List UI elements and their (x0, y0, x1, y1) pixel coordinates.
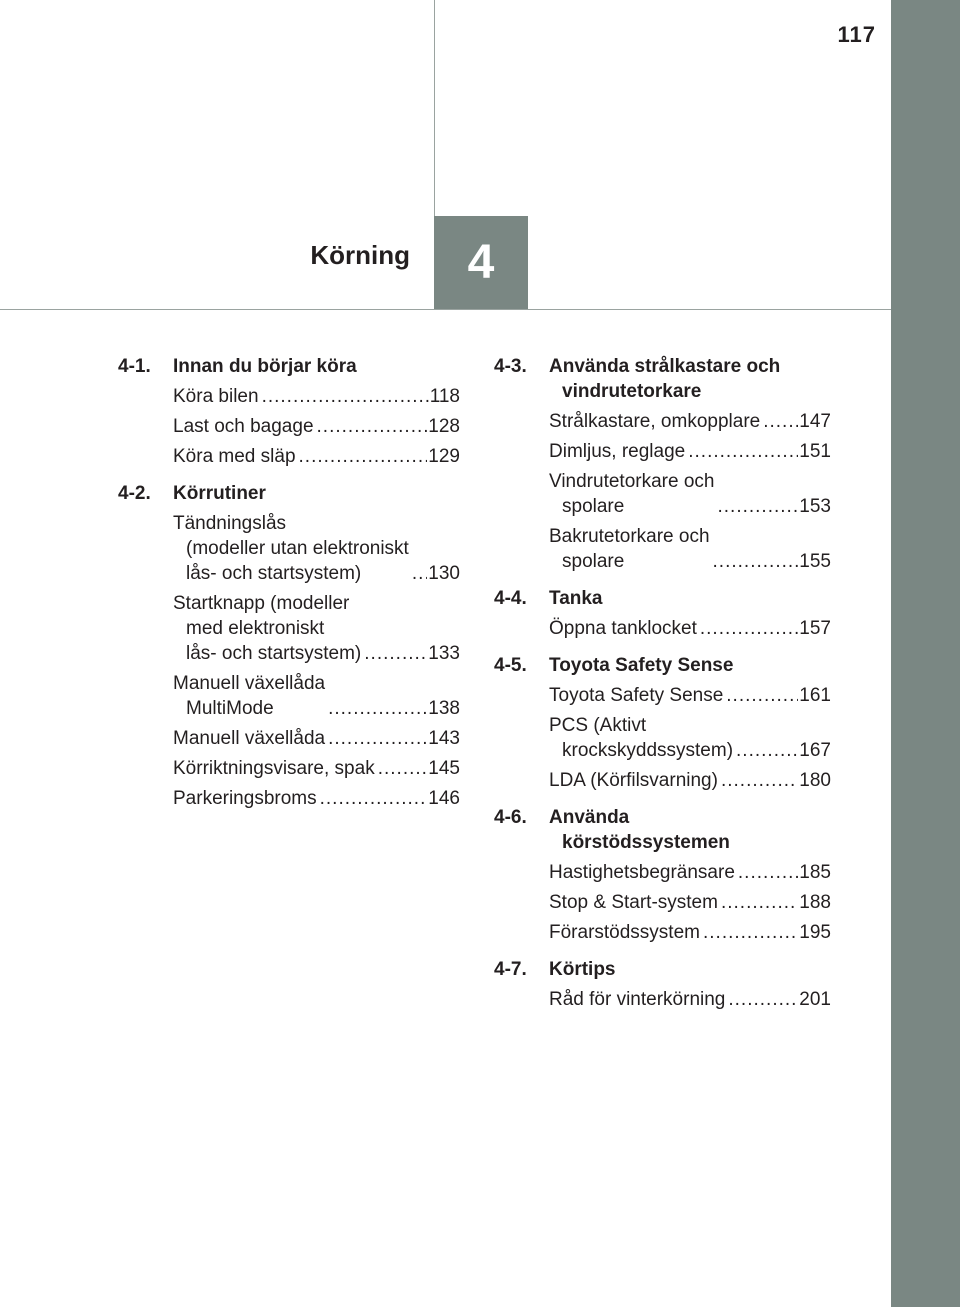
toc-entry[interactable] (549, 713, 831, 763)
toc-leader-dots (713, 549, 799, 574)
toc-leader-dots (262, 384, 429, 409)
toc-entry-title-line: Bakrutetorkare och (549, 526, 710, 547)
page-number: 117 (837, 22, 876, 47)
toc-entry-title (173, 511, 409, 586)
toc-entry-page: 201 (799, 989, 831, 1010)
toc-entry-title (549, 524, 710, 574)
toc-entry[interactable] (549, 768, 831, 793)
header-vertical-rule (434, 0, 435, 216)
toc-right-column (494, 354, 831, 1017)
toc-left-column (118, 354, 460, 816)
toc-entry-title (549, 920, 700, 945)
toc-entry-title (549, 713, 733, 763)
section-number: 4-1. (118, 356, 151, 377)
toc-entry-title (549, 616, 697, 641)
toc-entry-page: 151 (799, 441, 831, 462)
toc-entry[interactable] (549, 439, 831, 464)
toc-entry-title-line: PCS (Aktivt (549, 715, 647, 736)
section-title (549, 354, 831, 404)
toc-leader-dots (328, 696, 427, 721)
toc-entry-title (173, 671, 325, 721)
toc-entry-title-line: Strålkastare, omkopplare (549, 411, 761, 432)
toc-entry-title-line: Manuell växellåda (173, 728, 326, 749)
toc-entry[interactable] (173, 671, 460, 721)
toc-entry-title (549, 860, 735, 885)
section-title (173, 354, 460, 379)
chapter-title: Körning (310, 240, 410, 270)
toc-entry-title-line: Förarstödssystem (549, 922, 700, 943)
toc-entry-page: 195 (799, 922, 831, 943)
toc-entry-title-line: Köra bilen (173, 386, 259, 407)
toc-entry-title (173, 756, 375, 781)
section-title-line: Körtips (549, 959, 616, 980)
toc-section-heading[interactable] (494, 653, 831, 678)
toc-entry-title-line: Manuell växellåda (173, 673, 326, 694)
section-title-line: Använda strålkastare och (549, 356, 781, 377)
toc-entry-page: 185 (799, 862, 831, 883)
toc-section-heading[interactable] (494, 957, 831, 982)
section-title (549, 805, 831, 855)
toc-entry-page: 161 (799, 685, 831, 706)
toc-section-heading[interactable] (494, 805, 831, 855)
toc-entry-page: 153 (799, 496, 831, 517)
toc-entry-title-line: Toyota Safety Sense (549, 685, 724, 706)
toc-leader-dots (717, 494, 798, 519)
toc-entry-page: 188 (799, 892, 831, 913)
toc-entry-page: 167 (799, 740, 831, 761)
toc-leader-dots (726, 683, 798, 708)
toc-entry-title-line: Köra med släp (173, 446, 296, 467)
toc-entry[interactable] (173, 756, 460, 781)
toc-leader-dots (728, 987, 798, 1012)
toc-entry-page: 143 (428, 728, 460, 749)
toc-entry-title-line: krockskyddssystem) (562, 740, 734, 761)
section-spacer (494, 950, 831, 957)
section-title-line: Tanka (549, 588, 603, 609)
toc-entry-title-line: spolare (562, 551, 625, 572)
toc-leader-dots (688, 439, 798, 464)
toc-entry[interactable] (549, 469, 831, 519)
toc-entry-title (173, 384, 259, 409)
toc-leader-dots (299, 444, 428, 469)
toc-entry-page: 145 (428, 758, 460, 779)
chapter-number-box: 4 (434, 216, 528, 309)
toc-entry-title (549, 987, 725, 1012)
toc-entry[interactable] (173, 414, 460, 439)
toc-entry-title (173, 414, 314, 439)
toc-section-heading[interactable] (494, 354, 831, 404)
toc-leader-dots (721, 768, 798, 793)
toc-entry-title-line: Råd för vinterkörning (549, 989, 726, 1010)
toc-entry-title (549, 890, 718, 915)
toc-leader-dots (738, 860, 798, 885)
toc-leader-dots (320, 786, 428, 811)
toc-entry-title (549, 683, 723, 708)
toc-entry[interactable] (549, 890, 831, 915)
toc-section-heading[interactable] (118, 354, 460, 379)
toc-leader-dots (721, 890, 798, 915)
toc-leader-dots (763, 409, 798, 434)
toc-entry[interactable] (549, 860, 831, 885)
section-number: 4-5. (494, 655, 527, 676)
toc-entry-title-line: Körriktningsvisare, spak (173, 758, 375, 779)
section-number: 4-7. (494, 959, 527, 980)
toc-entry-title-line: Stop & Start-system (549, 892, 718, 913)
toc-leader-dots (317, 414, 428, 439)
toc-leader-dots (736, 738, 798, 763)
section-title-line: körstödssystemen (562, 832, 730, 853)
toc-entry-title (549, 768, 718, 793)
toc-entry-title-line: Hastighetsbegränsare (549, 862, 735, 883)
section-spacer (494, 798, 831, 805)
toc-section-heading[interactable] (494, 586, 831, 611)
toc-entry[interactable] (173, 726, 460, 751)
toc-entry-title-line: Öppna tanklocket (549, 618, 697, 639)
toc-entry-page: 118 (429, 386, 460, 407)
toc-entry-page: 180 (799, 770, 831, 791)
toc-entry-title-line: lås- och startsystem) (186, 643, 362, 664)
chapter-side-tab (891, 0, 960, 1307)
toc-entry[interactable] (549, 524, 831, 574)
section-spacer (494, 579, 831, 586)
toc-entry-title (549, 439, 685, 464)
toc-entry-title (173, 444, 296, 469)
toc-entry-page: 147 (799, 411, 831, 432)
section-title-line: Innan du börjar köra (173, 356, 357, 377)
section-title (173, 481, 460, 506)
toc-entry-page: 157 (799, 618, 831, 639)
toc-entry-title-line: Vindrutetorkare och (549, 471, 715, 492)
toc-entry-title-line: Startknapp (modeller (173, 593, 350, 614)
section-title-line: Toyota Safety Sense (549, 655, 734, 676)
toc-entry-title-line: Dimljus, reglage (549, 441, 686, 462)
section-title-line: Körrutiner (173, 483, 266, 504)
toc-entry-page: 130 (428, 563, 460, 584)
section-spacer (494, 646, 831, 653)
toc-section-heading[interactable] (118, 481, 460, 506)
toc-entry-page: 133 (428, 643, 460, 664)
toc-entry-title-line: MultiMode (186, 698, 274, 719)
toc-entry[interactable] (549, 616, 831, 641)
section-title (549, 957, 831, 982)
toc-entry[interactable] (549, 409, 831, 434)
section-number: 4-3. (494, 356, 527, 377)
toc-entry[interactable] (549, 920, 831, 945)
toc-entry-page: 128 (428, 416, 460, 437)
toc-leader-dots (703, 920, 798, 945)
section-title-line: Använda (549, 807, 630, 828)
toc-entry-title (173, 591, 361, 666)
section-number: 4-2. (118, 483, 151, 504)
toc-entry[interactable] (549, 987, 831, 1012)
toc-entry[interactable] (549, 683, 831, 708)
section-title-line: vindrutetorkare (562, 381, 702, 402)
toc-entry[interactable] (173, 384, 460, 409)
section-title (549, 586, 831, 611)
toc-entry-title (173, 726, 325, 751)
toc-entry-title (549, 409, 760, 434)
toc-entry-title-line: lås- och startsystem) (186, 563, 362, 584)
toc-entry-title (549, 469, 714, 519)
toc-entry-page: 138 (428, 698, 460, 719)
toc-entry-title-line: Tändningslås (173, 513, 287, 534)
toc-entry[interactable] (173, 591, 460, 666)
section-number: 4-6. (494, 807, 527, 828)
toc-entry[interactable] (173, 786, 460, 811)
toc-entry-title-line: Parkeringsbroms (173, 788, 317, 809)
toc-leader-dots (328, 726, 427, 751)
toc-entry-title-line: spolare (562, 496, 625, 517)
toc-leader-dots (378, 756, 428, 781)
toc-entry-page: 146 (428, 788, 460, 809)
section-spacer (118, 474, 460, 481)
toc-entry-page: 129 (428, 446, 460, 467)
toc-entry-title-line: Last och bagage (173, 416, 314, 437)
toc-entry-page: 155 (799, 551, 831, 572)
toc-entry[interactable] (173, 444, 460, 469)
section-number: 4-4. (494, 588, 527, 609)
toc-leader-dots (364, 641, 427, 666)
header-horizontal-rule (0, 309, 891, 310)
toc-entry-title-line: LDA (Körfilsvarning) (549, 770, 718, 791)
toc-leader-dots (700, 616, 798, 641)
toc-leader-dots (412, 561, 427, 586)
toc-entry-title (173, 786, 317, 811)
toc-entry-title-line: (modeller utan elektroniskt (186, 538, 409, 559)
toc-entry[interactable] (173, 511, 460, 586)
section-title (549, 653, 831, 678)
toc-entry-title-line: med elektroniskt (186, 618, 325, 639)
